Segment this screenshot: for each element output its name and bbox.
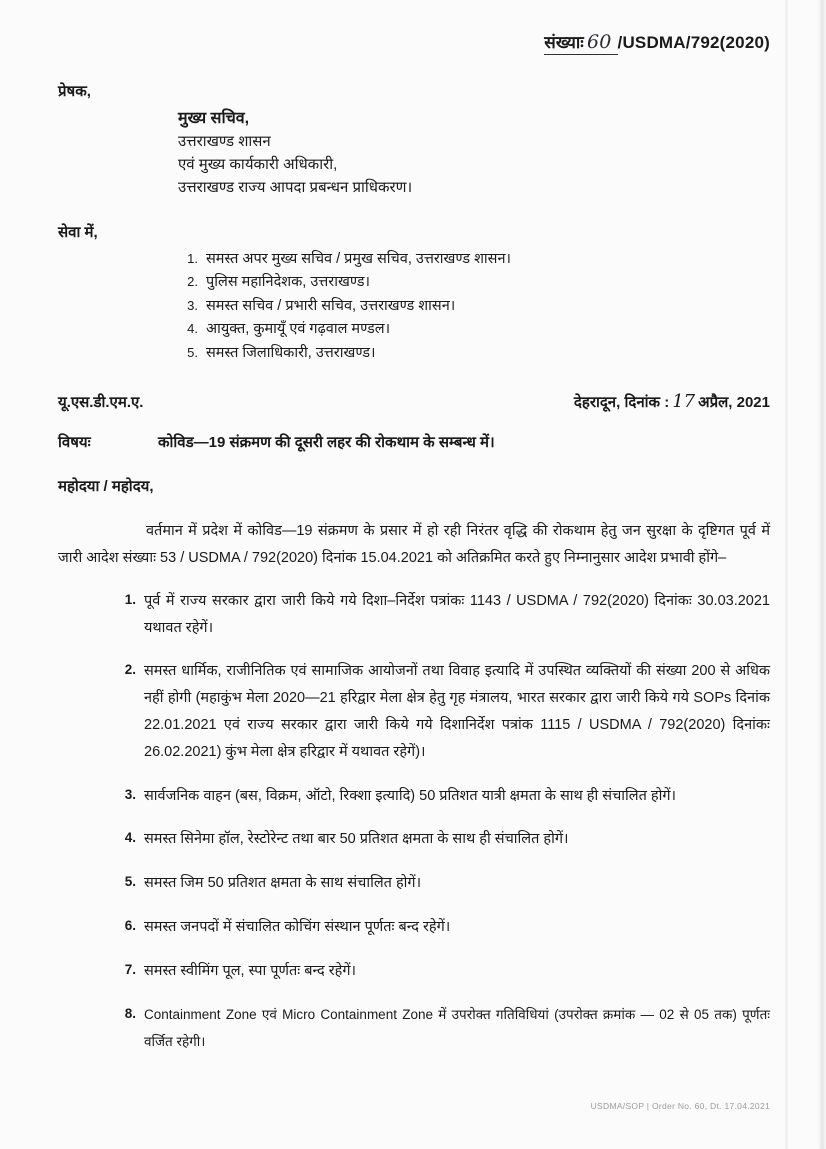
order-number-handwritten: 60 — [586, 31, 612, 53]
recipient-number: 2. — [187, 274, 198, 290]
sender-label: प्रेषक, — [58, 83, 91, 100]
opening-paragraph: वर्तमान में प्रदेश में कोविड—19 संक्रमण के प्रसार में हो रही निरंतर वृद्धि की रोकथाम हेतु जन सुरक्षा के दृष्टिगत पूर्व में जारी आदेश संख्याः 53 / USDMA / 792(2020) दिनांक 15.04.2021 को अतिक्रमित करते हुए निम्नानुसार आदेश प्रभावी होंगे– — [58, 523, 770, 566]
date-month-year: अप्रैल, 2021 — [698, 394, 770, 412]
sender-line-4: उत्तराखण्ड राज्य आपदा प्रबन्धन प्राधिकरण। — [178, 178, 413, 196]
order-points-list — [58, 588, 770, 1056]
salutation: महोदया / महोदय, — [58, 478, 154, 496]
list-item — [118, 783, 770, 810]
list-item — [178, 318, 770, 341]
order-text: समस्त स्वीमिंग पूल, स्पा पूर्णतः बन्द रहेगें। — [144, 962, 356, 979]
subject-label: विषयः — [58, 434, 91, 452]
recipient-text: आयुक्त, कुमायूँ एवं गढ़वाल मण्डल। — [206, 321, 391, 338]
scan-edge-line — [785, 0, 788, 1149]
list-item — [178, 342, 770, 365]
order-number: 6. — [124, 918, 136, 934]
subject-row — [58, 432, 770, 452]
order-number: 3. — [124, 786, 136, 802]
order-number: 8. — [124, 1005, 136, 1021]
list-item — [118, 958, 770, 985]
recipient-number: 3. — [187, 297, 198, 313]
order-number: 4. — [124, 830, 136, 846]
order-text: पूर्व में राज्य सरकार द्वारा जारी किये गये दिशा–निर्देश पत्रांकः 1143 / USDMA / 792(2020) दिनांकः 30.03.2021 यथावत रहेगें। — [144, 592, 770, 636]
sender-line-3: एवं मुख्य कार्यकारी अधिकारी, — [178, 156, 338, 174]
order-text: समस्त सिनेमा हॉल, रेस्टोरेन्ट तथा बार 50 प्रतिशत क्षमता के साथ ही संचालित होगें। — [144, 831, 569, 848]
document-content — [58, 0, 770, 1055]
list-item — [178, 295, 770, 318]
place-date-prefix: देहरादून, दिनांक : — [573, 394, 670, 412]
recipient-number: 1. — [187, 250, 198, 266]
dateline-row — [58, 391, 770, 412]
order-number: 5. — [124, 874, 136, 890]
order-number-suffix: /USDMA/792(2020) — [617, 33, 770, 52]
list-item — [118, 588, 770, 642]
scan-edge-shadow — [818, 0, 826, 1149]
list-item — [118, 826, 770, 853]
list-item — [178, 248, 770, 271]
date-day-handwritten: 17 — [672, 391, 696, 413]
recipient-text: समस्त सचिव / प्रभारी सचिव, उत्तराखण्ड शासन। — [206, 297, 456, 314]
page-footer: USDMA/SOP | Order No. 60, Dt. 17.04.2021 — [590, 1101, 770, 1111]
recipients-label: सेवा में, — [58, 223, 98, 241]
order-text: समस्त धार्मिक, राजीनितिक एवं सामाजिक आयोजनों तथा विवाह इत्यादि में उपस्थित व्यक्तियों की संख्या 200 से अधिक नहीं होगी (महाकुंभ मेला 2020—21 हरिद्वार मेला क्षेत्र हेतु गृह मंत्रालय, भारत सरकार द्वारा जारी किये गये SOPs दिनांक 22.01.2021 एवं राज्य सरकार द्वारा जारी किये गये दिशानिर्देश पत्रांक 1115 / USDMA / 792(2020) दिनांकः 26.02.2021) कुंभ मेला क्षेत्र हरिद्वार में यथावत रहेगें)। — [144, 663, 770, 760]
sender-line-1: मुख्य सचिव, — [178, 110, 250, 127]
sender-line-2: उत्तराखण्ड शासन — [178, 133, 271, 151]
list-item — [118, 1002, 770, 1056]
department-abbreviation: यू.एस.डी.एम.ए. — [58, 394, 144, 412]
list-item — [118, 870, 770, 897]
order-number: 1. — [124, 591, 136, 607]
list-item — [178, 271, 770, 294]
recipient-number: 4. — [187, 321, 198, 337]
subject-text: कोविड—19 संक्रमण की दूसरी लहर की रोकथाम के सम्बन्ध में। — [158, 434, 495, 452]
order-number: 7. — [124, 961, 136, 977]
order-number-label: संख्याः — [544, 33, 584, 52]
list-item — [118, 914, 770, 941]
order-number: 2. — [124, 662, 136, 678]
order-text: समस्त जनपदों में संचालित कोचिंग संस्थान पूर्णतः बन्द रहेगें। — [144, 919, 451, 936]
sender-block — [178, 107, 770, 200]
recipient-text: पुलिस महानिदेशक, उत्तराखण्ड। — [206, 274, 370, 291]
order-text: Containment Zone एवं Micro Containment Zone में उपरोक्त गतिविधियां (उपरोक्त क्रमांक — 02 से 05 तक) पूर्णतः वर्जित रहेगी। — [144, 1006, 770, 1049]
recipient-text: समस्त अपर मुख्य सचिव / प्रमुख सचिव, उत्तराखण्ड शासन। — [206, 250, 512, 267]
order-text: समस्त जिम 50 प्रतिशत क्षमता के साथ संचालित होगें। — [144, 875, 422, 892]
place-and-date — [574, 391, 770, 412]
recipients-list — [58, 248, 770, 365]
list-item — [118, 658, 770, 765]
recipient-text: समस्त जिलाधिकारी, उत्तराखण्ड। — [206, 344, 376, 361]
recipient-number: 5. — [187, 344, 198, 360]
order-text: सार्वजनिक वाहन (बस, विक्रम, ऑटो, रिक्शा इत्यादि) 50 प्रतिशत यात्री क्षमता के साथ ही संचालित होगें। — [144, 787, 677, 804]
order-number-line — [58, 0, 770, 55]
